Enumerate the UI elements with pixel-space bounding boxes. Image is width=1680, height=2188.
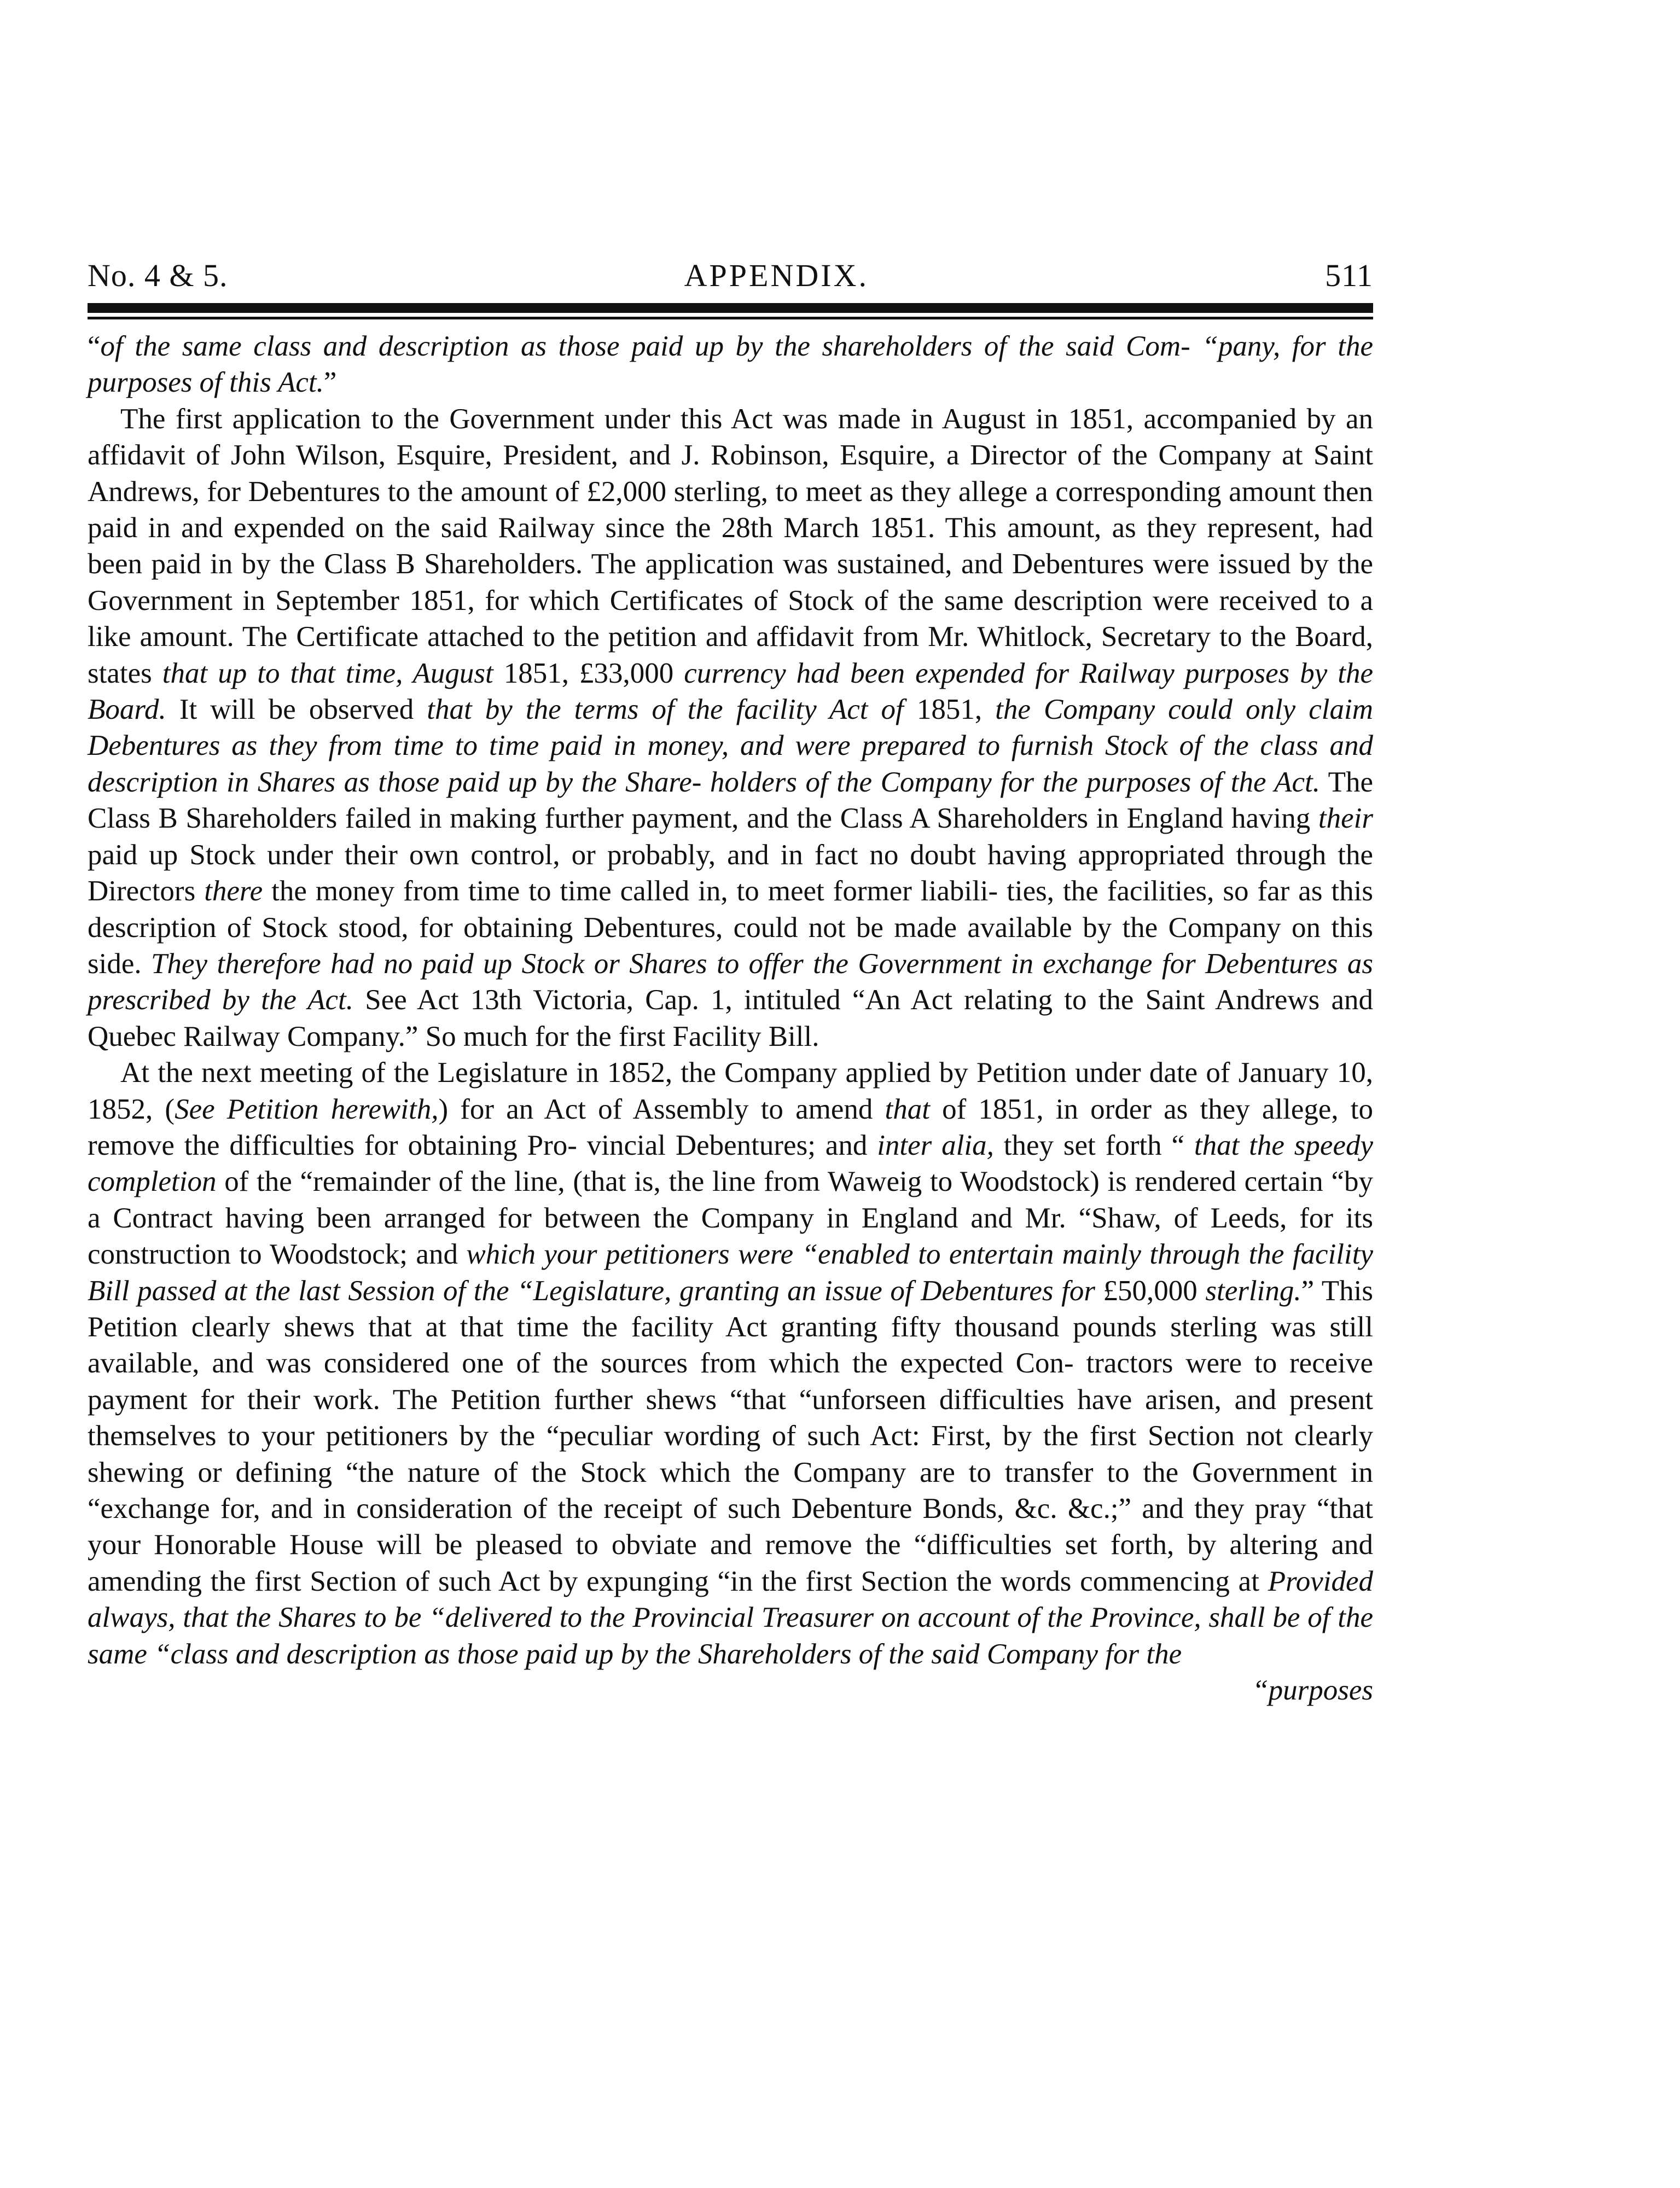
running-head [88, 257, 1373, 295]
roman-text: ” This Petition clearly shews that at that time the facility Act granting fifty thousand pounds sterling was still available, and was considered one of the sources from which the expected Con- tractors were to receive payment for their work. The Petition further shews “that “unforseen difficulties have arisen, and present themselves to your petitioners by the “peculiar wording of such Act: First, by the first Section not clearly shewing or defining “the nature of the Stock which the Company are to transfer to the Government in “exchange for, and in consideration of the receipt of such Debenture Bonds, &c. &c.;” and they pray “that your Honorable House will be pleased to obviate and remove the “difficulties set forth, by altering and amending the first Section of such Act by expunging “in the first Section the words commencing at [88, 1275, 1373, 1597]
document-page [88, 257, 1373, 1708]
roman-text: ” [323, 366, 337, 399]
paragraph [88, 328, 1373, 401]
italic-text: currency had been expended for Railway purposes by the Board. [88, 657, 1374, 726]
roman-text: ) for an Act of Assembly to amend [438, 1093, 885, 1125]
roman-text: the money from time to time called in, to meet former liabili- ties, the facilities, so far as this description of Stock stood, for obtaining Debentures, could not be made available by the Company on this side. [88, 875, 1374, 980]
document-number: No. 4 & 5. [88, 258, 228, 293]
italic-text: See Petition herewith, [175, 1093, 439, 1125]
italic-text: the Company could only claim Debentures as they from time to time paid in money, and were prepared to furnish Stock of the class and description in Shares as those paid up by the Share- holders of the Company for the purposes of the Act. [88, 694, 1374, 798]
roman-text: of the “remainder of the line, (that is, the line from Waweig to Woodstock) is rendered certain “by a Contract having been arranged for between the Company in England and Mr. “Shaw, of Leeds, for its construction to Woodstock; and [88, 1166, 1373, 1271]
roman-text: At the next meeting of the Legislature in 1852, the Company applied by Petition under date of January 10, 1852, ( [88, 1057, 1373, 1125]
italic-text: that the speedy completion [88, 1129, 1373, 1198]
italic-text: that [885, 1093, 930, 1125]
italic-text: Provided always, that the Shares to be “delivered to the Provincial Treasurer on account of the Province, shall be of the same “class and description as those paid up by the Shareholders of the said Company for the [88, 1565, 1373, 1670]
italic-text: inter alia, [877, 1129, 994, 1161]
roman-text: See Act 13th Victoria, Cap. 1, intituled “An Act relating to the Saint Andrews and Quebec Railway Company.” So much for the first Facility Bill. [88, 984, 1373, 1052]
body-text [88, 328, 1373, 1672]
italic-text: sterling. [1205, 1275, 1301, 1307]
paragraph [88, 401, 1373, 1055]
italic-text: which your petitioners were “enabled to entertain mainly through the facility Bill passed at the last Session of the “Legislature, granting an issue of Debentures for [88, 1238, 1373, 1307]
roman-text: “ [88, 330, 101, 362]
roman-text: The first application to the Government under this Act was made in August in 1851, accompanied by an affidavit of John Wilson, Esquire, President, and J. Robinson, Esquire, a Director of the Company at Saint Andrews, for Debentures to the amount of £2,000 sterling, to meet as they allege a corresponding amount then paid in and expended on the said Railway since the 28th March 1851. This amount, as they represent, had been paid in by the Class B Shareholders. The application was sustained, and Debentures were issued by the Government in September 1851, for which Certificates of Stock of the same description were received to a like amount. The Certificate attached to the petition and affidavit from Mr. Whitlock, Secretary to the Board, states [88, 403, 1373, 689]
roman-text: of 1851, in order as they allege, to remove the difficulties for obtaining Pro- vincial Debentures; and [88, 1093, 1374, 1161]
roman-text: The Class B Shareholders failed in making further payment, and the Class A Shareholders in England having [88, 766, 1373, 835]
roman-text: 1851, [903, 694, 996, 726]
roman-text: £50,000 [1095, 1275, 1206, 1307]
italic-text: that up to that time, August [162, 657, 493, 689]
roman-text: paid up Stock under their own control, or probably, and in fact no doubt having appropriated through the Directors [88, 839, 1373, 907]
roman-text: 1851, £33,000 [493, 657, 684, 689]
section-title: APPENDIX. [684, 258, 869, 293]
header-rule [88, 303, 1373, 319]
catchword: “purposes [1252, 1674, 1373, 1707]
italic-text: They therefore had no paid up Stock or Shares to offer the Government in exchange for Debentures as prescribed by the Act. [88, 947, 1374, 1016]
italic-text: of the same class and description as those paid up by the shareholders of the said Com- “pany, for the purposes of this Act. [88, 330, 1373, 399]
roman-text: they set forth “ [993, 1129, 1194, 1161]
page-number: 511 [1325, 258, 1373, 293]
italic-text: that by the terms of the facility Act of [427, 694, 904, 726]
italic-text: there [204, 875, 263, 907]
roman-text: It will be observed [166, 694, 427, 726]
paragraph [88, 1055, 1373, 1672]
italic-text: their [1318, 802, 1373, 835]
